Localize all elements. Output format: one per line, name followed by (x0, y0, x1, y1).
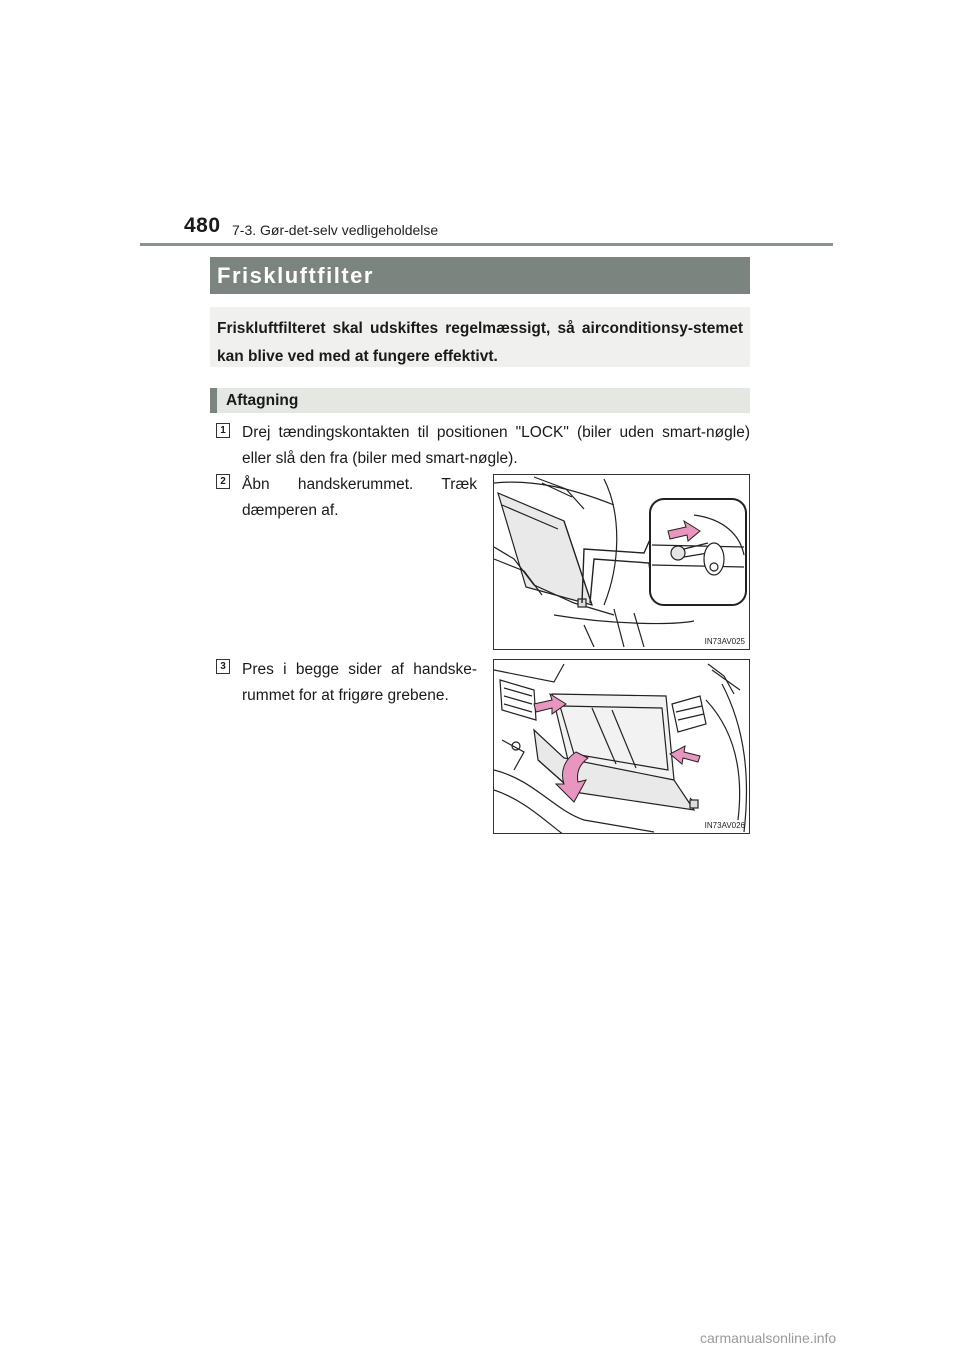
figure-code-2: IN73AV026 (704, 821, 745, 830)
glovebox-damper-illustration-icon (494, 475, 750, 650)
step-text-3: Pres i begge sider af handske-rummet for at frigøre grebene. (242, 661, 477, 704)
glovebox-release-illustration-icon (494, 660, 750, 834)
figure-glovebox-release (493, 659, 750, 834)
watermark: carmanualsonline.info (700, 1330, 837, 1346)
step-number-3: 3 (216, 659, 230, 674)
step-number-2: 2 (216, 474, 230, 489)
subheading (210, 388, 750, 413)
figure-code-1: IN73AV025 (704, 637, 745, 646)
section-title-bar (210, 257, 750, 294)
step-text-1: Drej tændingskontakten til positionen "LOCK" (biler uden smart-nøgle) eller slå den fra (biler med smart-nøgle). (242, 424, 750, 467)
intro-box: Friskluftfilteret skal udskiftes regelmæssigt, så airconditionsy-stemet kan blive ved med at fungere effektivt. (210, 307, 750, 367)
page-number: 480 (184, 214, 221, 237)
page-title: Friskluftfilter (217, 262, 374, 288)
section-breadcrumb: 7-3. Gør-det-selv vedligeholdelse (232, 222, 439, 238)
step-number-1: 1 (216, 423, 230, 438)
figure-glovebox-damper (493, 474, 750, 650)
header-divider (140, 243, 833, 246)
step-text-2: Åbn handskerummet. Træk dæmperen af. (242, 476, 477, 519)
subheading-label: Aftagning (226, 391, 299, 409)
